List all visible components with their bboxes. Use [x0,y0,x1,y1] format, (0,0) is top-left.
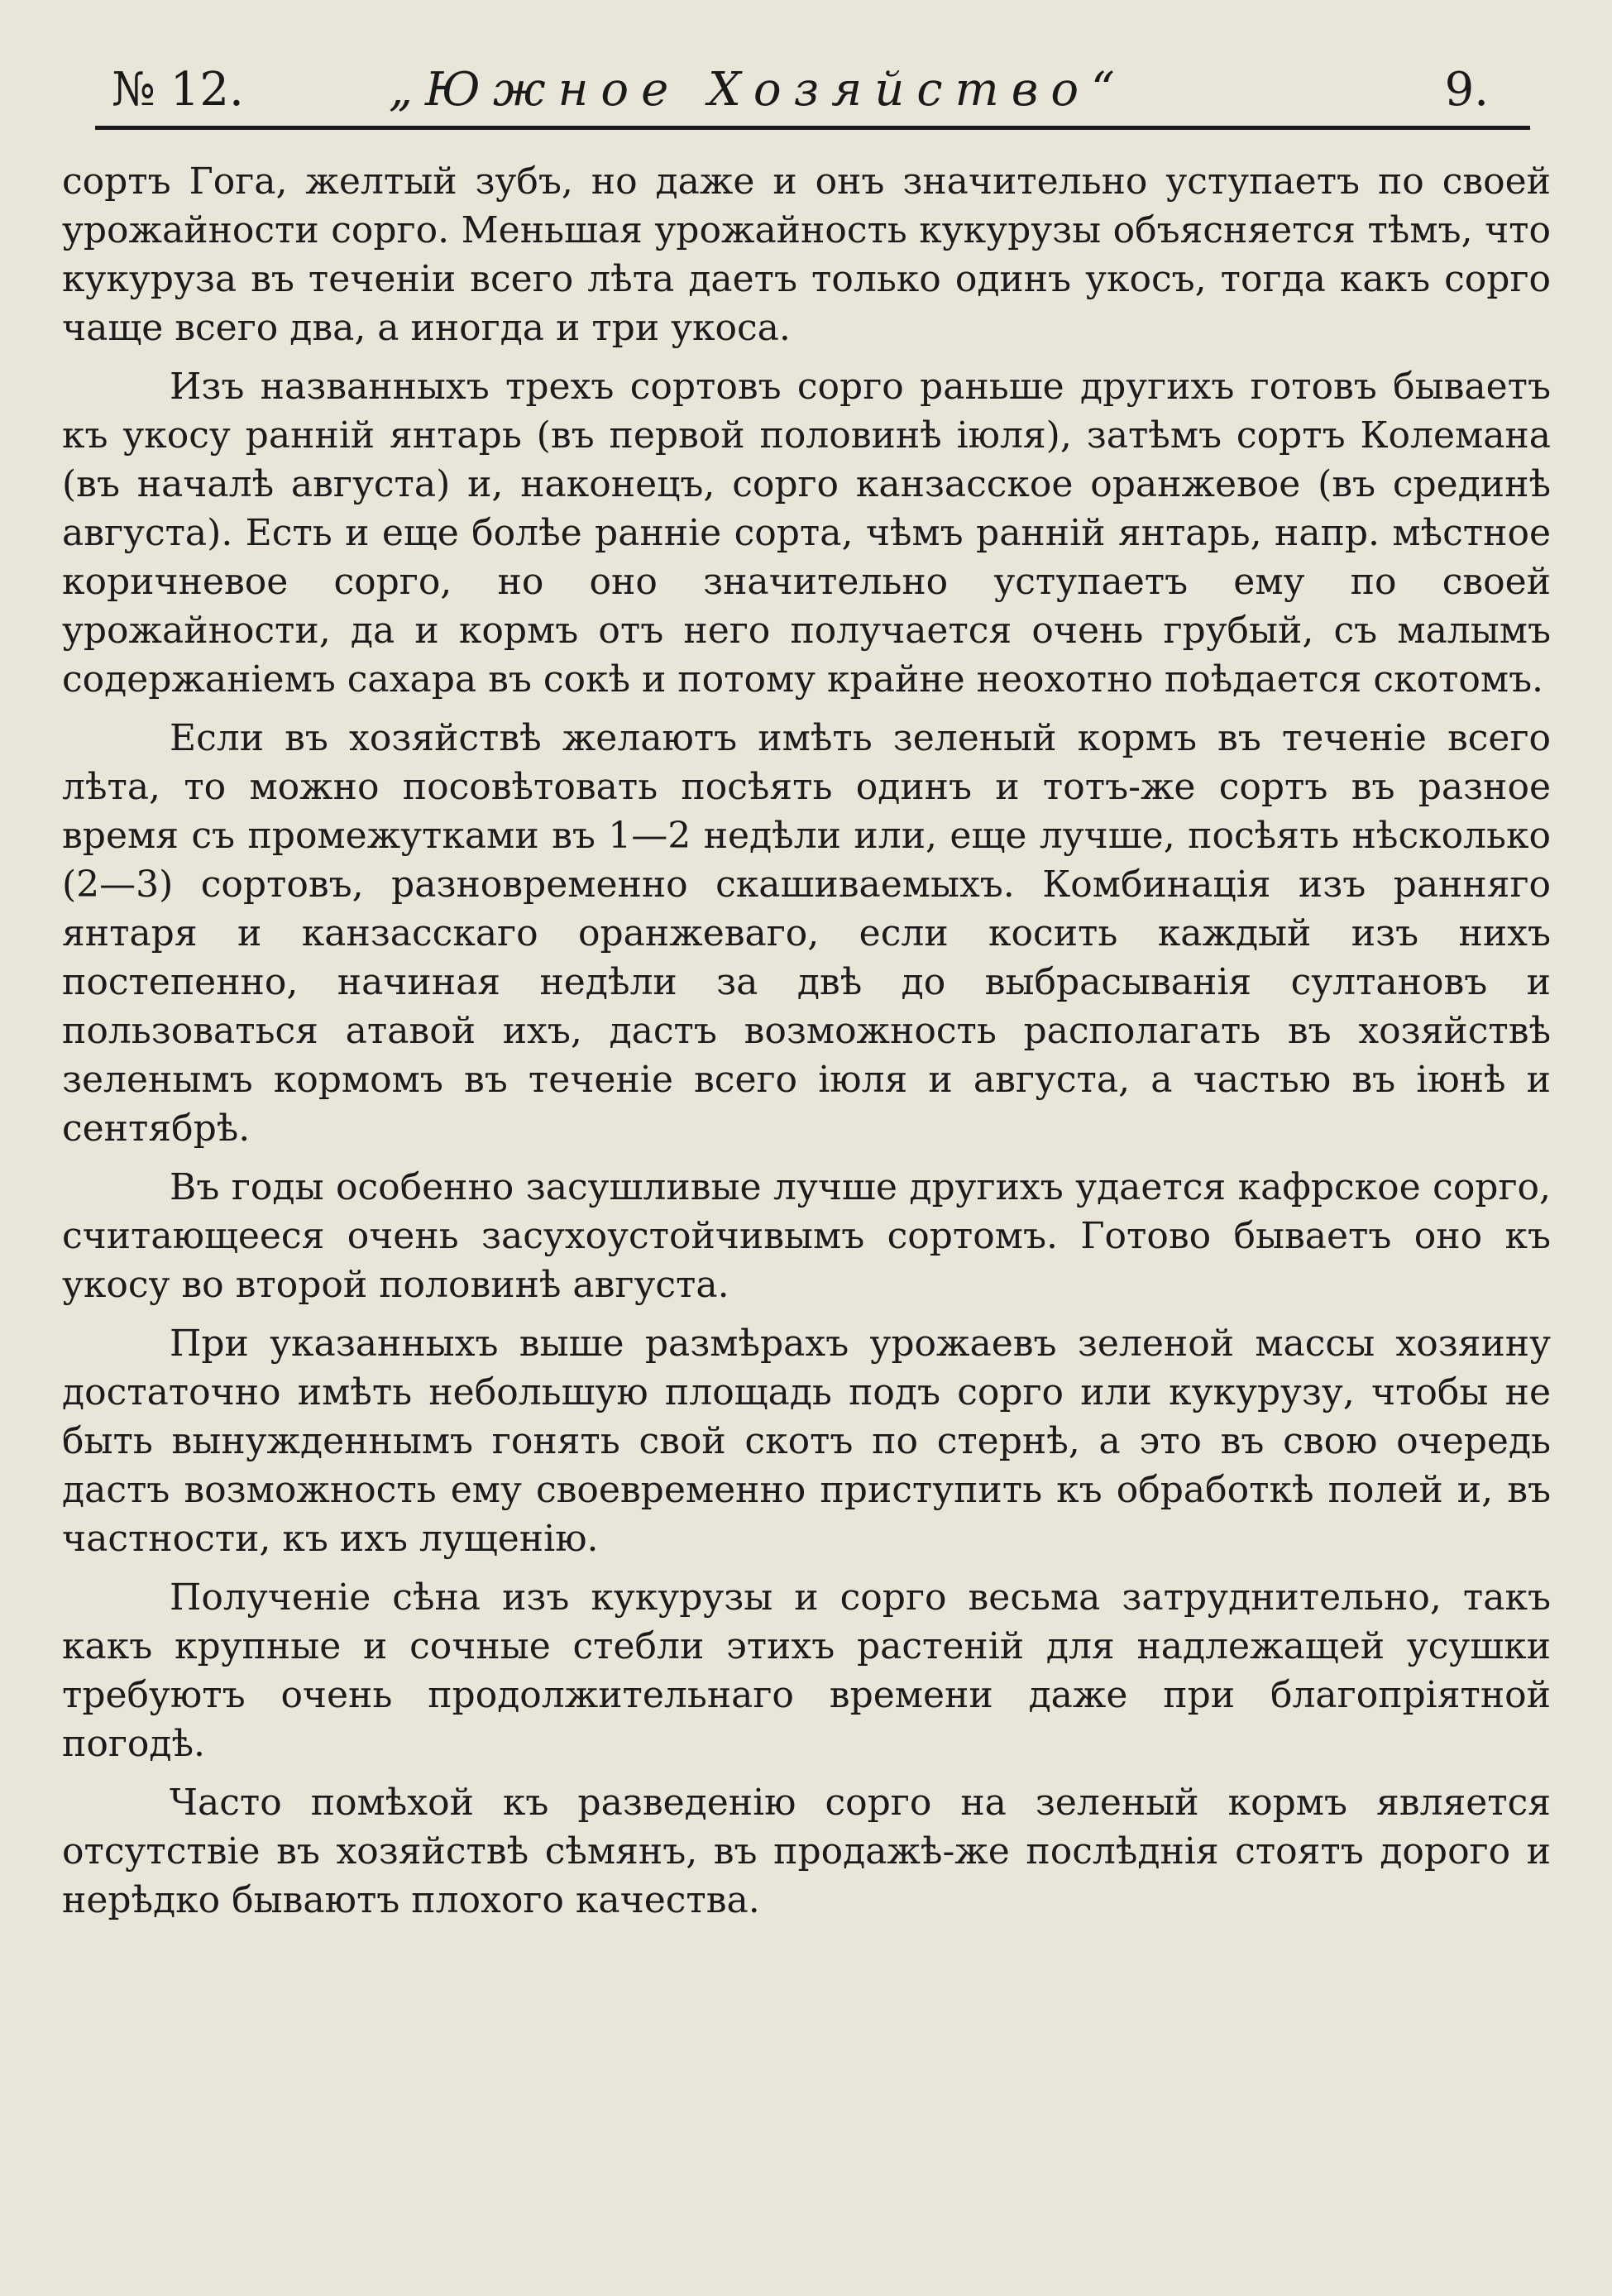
paragraph: Часто помѣхой къ разведенію сорго на зеленый кормъ является отсутствіе въ хозяйствѣ сѣмянъ, въ продажѣ-же послѣднія стоятъ дорого и нерѣдко бываютъ плохого качества. [62,1782,1551,1921]
running-header [112,56,1509,132]
paragraph: Полученіе сѣна изъ кукурузы и сорго весьма затруднительно, такъ какъ крупные и сочные стебли этихъ растеній для надлежащей усушки требуютъ очень продолжительнаго времени даже при благопріятной погодѣ. [62,1576,1551,1765]
paragraph: сортъ Гога, желтый зубъ, но даже и онъ значительно уступаетъ по своей урожайности сорго. Меньшая урожайность кукурузы объясняется тѣмъ, что кукуруза въ теченіи всего лѣта даетъ только одинъ укосъ, тогда какъ сорго чаще всего два, а иногда и три укоса. [62,160,1551,349]
page-number: 9. [1444,63,1489,117]
header-rule [95,126,1530,130]
paragraph: Въ годы особенно засушливые лучше другихъ удается кафрское сорго, считающееся очень засухоустойчивымъ сортомъ. Готово бываетъ оно къ укосу во второй половинѣ августа. [62,1166,1551,1306]
issue-number: № 12. [112,63,244,117]
paragraph: Изъ названныхъ трехъ сортовъ сорго раньше другихъ готовъ бываетъ къ укосу ранній янтарь (въ первой половинѣ іюля), затѣмъ сортъ Колемана (въ началѣ августа) и, наконецъ, сорго канзасское оранжевое (въ срединѣ августа). Есть и еще болѣе ранніе сорта, чѣмъ ранній янтарь, напр. мѣстное коричневое сорго, но оно значительно уступаетъ ему по своей урожайности, да и кормъ отъ него получается очень грубый, съ малымъ содержаніемъ сахара въ сокѣ и потому крайне неохотно поѣдается скотомъ. [62,366,1551,701]
journal-title: „Южное Хозяйство“ [389,63,1127,117]
paragraph: При указанныхъ выше размѣрахъ урожаевъ зеленой массы хозяину достаточно имѣть небольшую площадь подъ сорго или кукурузу, чтобы не быть вынужденнымъ гонять свой скотъ по стернѣ, а это въ свою очередь дастъ возможность ему своевременно приступить къ обработкѣ полей и, въ частности, къ ихъ лущенію. [62,1323,1551,1560]
paragraph: Если въ хозяйствѣ желаютъ имѣть зеленый кормъ въ теченіе всего лѣта, то можно посовѣтовать посѣять одинъ и тотъ-же сортъ въ разное время съ промежутками въ 1—2 недѣли или, еще лучше, посѣять нѣсколько (2—3) сортовъ, разновременно скашиваемыхъ. Комбинація изъ ранняго янтаря и канзасскаго оранжеваго, если косить каждый изъ нихъ постепенно, начиная недѣли за двѣ до выбрасыванія султановъ и пользоваться атавой ихъ, дастъ возможность располагать въ хозяйствѣ зеленымъ кормомъ въ теченіе всего іюля и августа, а частью въ іюнѣ и сентябрѣ. [62,717,1551,1150]
article-body [62,157,1551,1935]
